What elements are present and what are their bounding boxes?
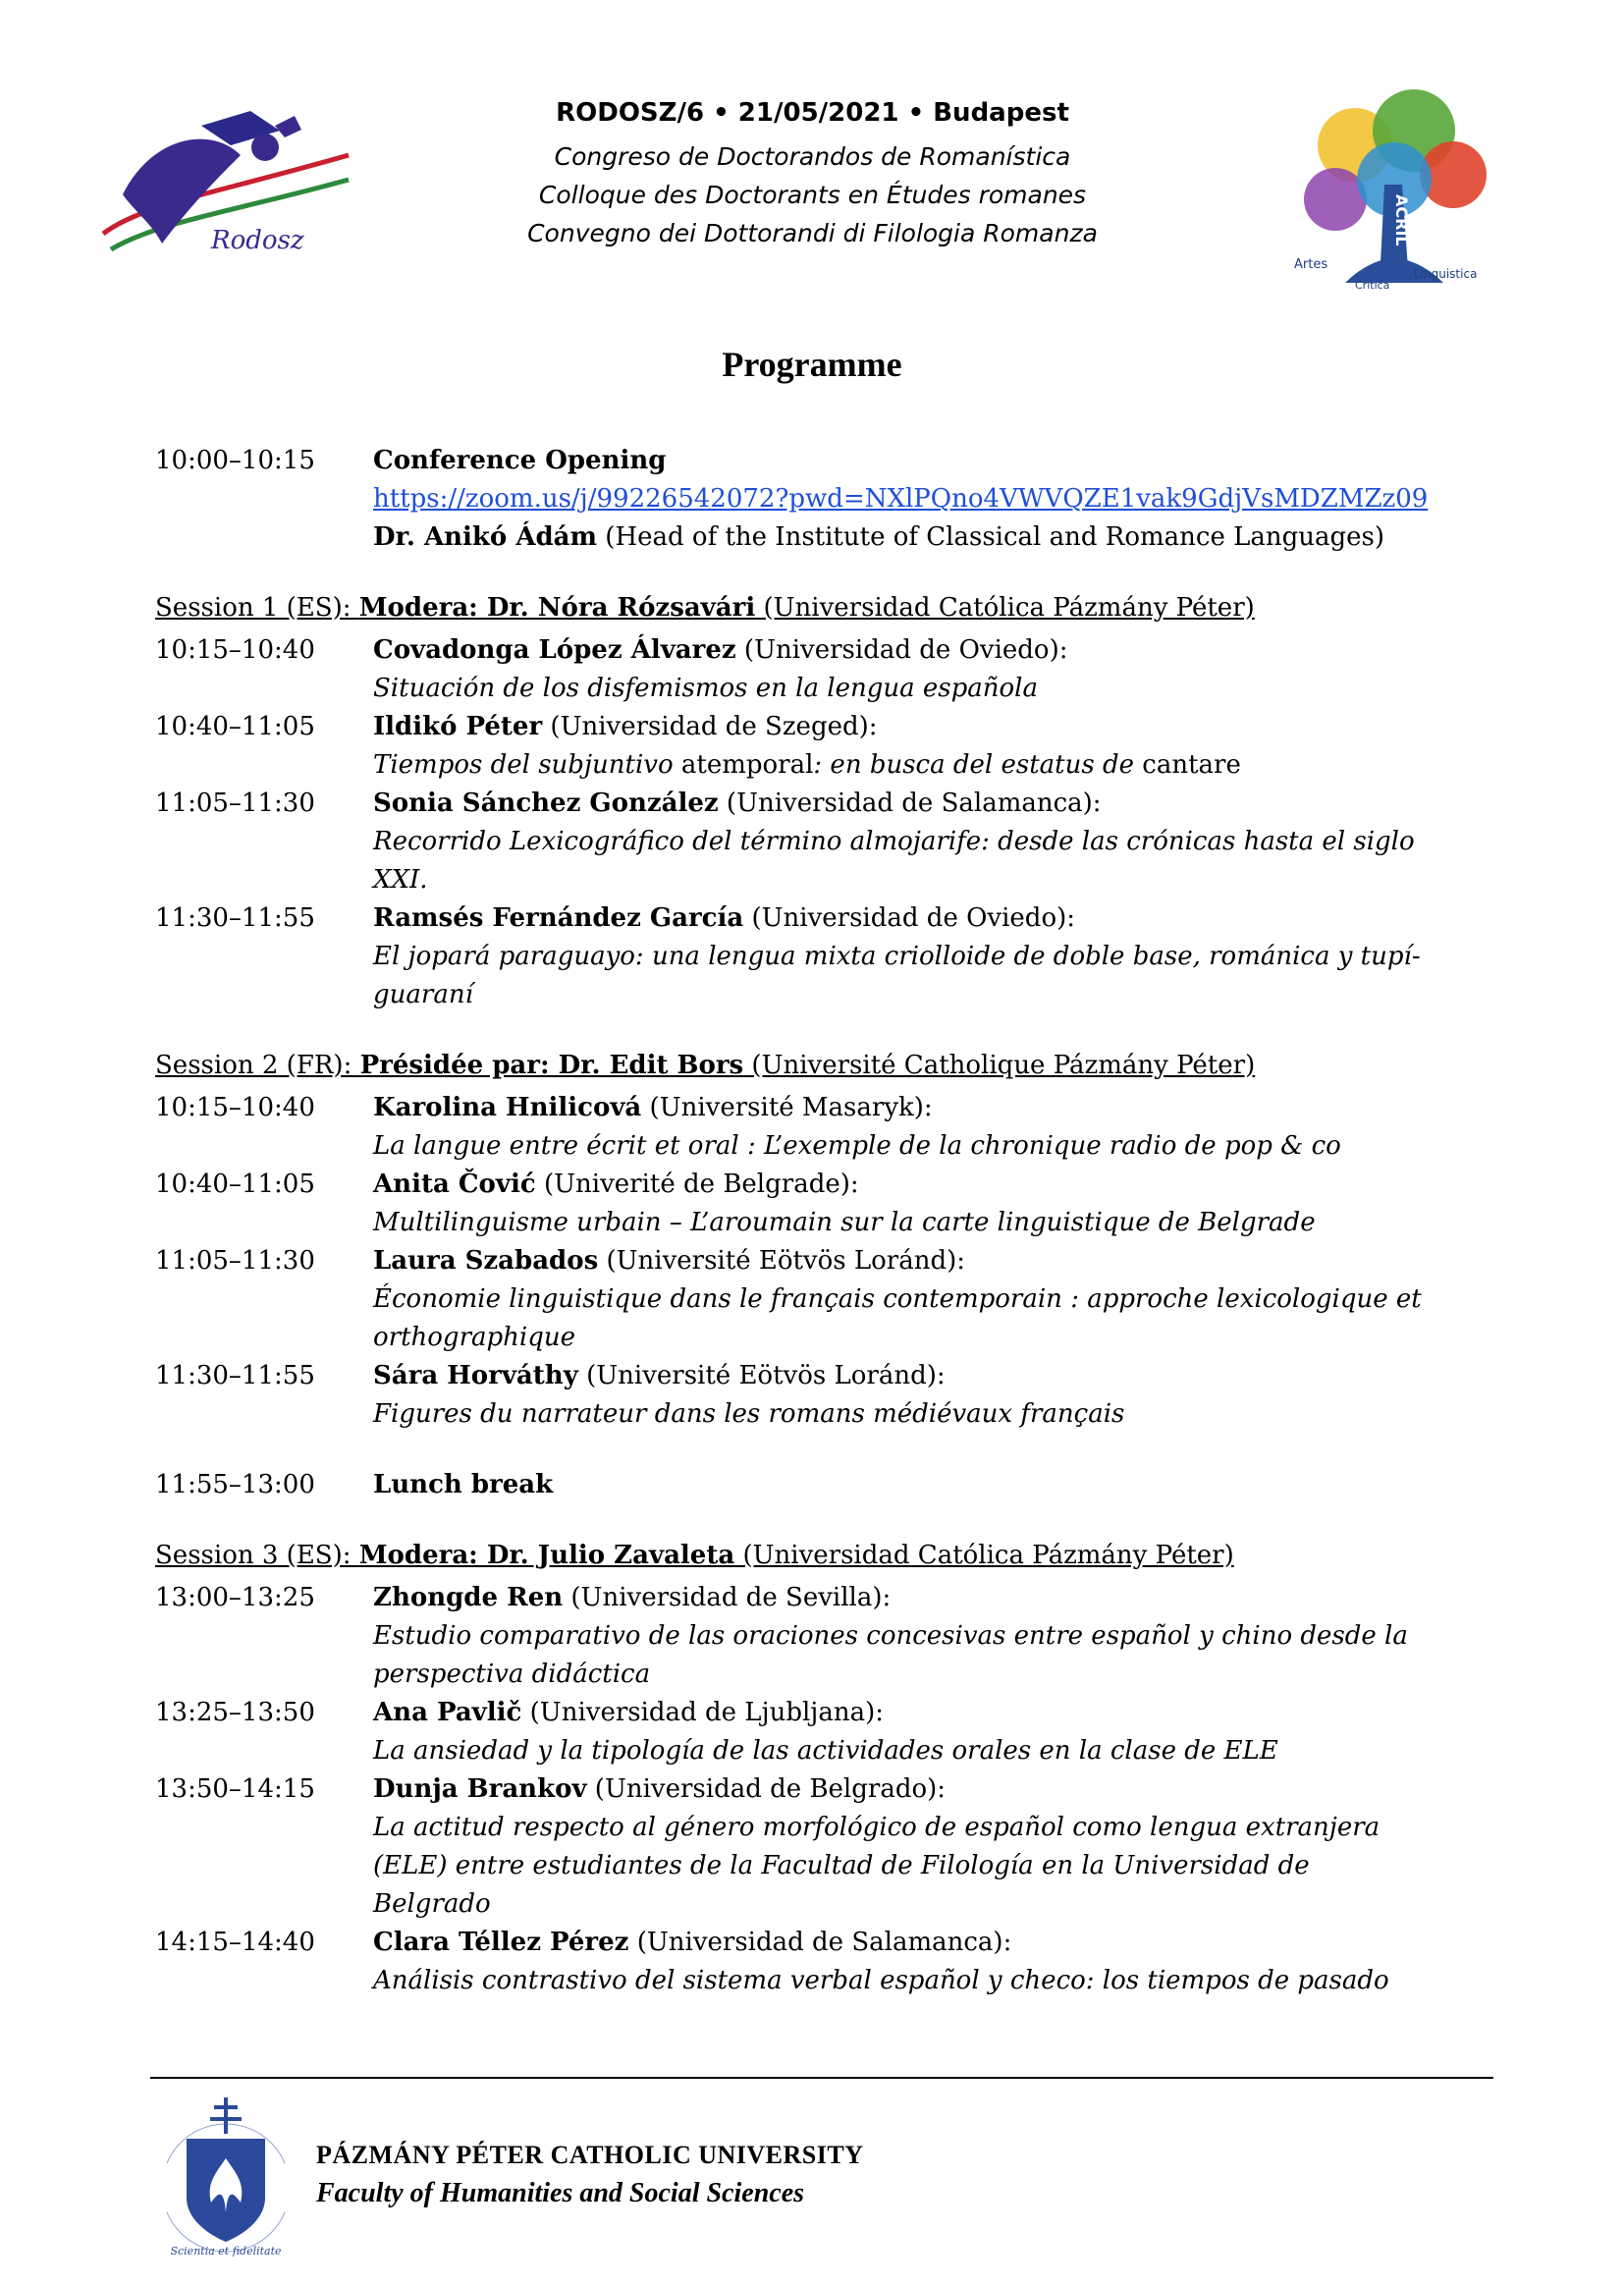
time: 10:40–11:05 [155, 1170, 315, 1199]
session-chair-affiliation: (Universidad Católica Pázmány Péter) [734, 1541, 1234, 1570]
subtitle-it: Convegno dei Dottorandi di Filologia Romanza [527, 219, 1098, 247]
talk-title-line: perspectiva didáctica [373, 1659, 651, 1689]
talk-row [155, 1357, 1490, 1434]
conference-title: RODOSZ/6 • 21/05/2021 • Budapest [556, 98, 1069, 128]
talk-title: La ansiedad y la tipología de las actividades orales en la clase de ELE [373, 1736, 1278, 1766]
affiliation: (Universidad de Belgrado): [586, 1774, 947, 1804]
opening-row [155, 442, 1490, 557]
acril-vertical-text: ACRIL [1392, 194, 1411, 246]
affiliation: (Universidad de Sevilla): [563, 1583, 892, 1612]
talk-row [155, 1694, 1490, 1770]
time: 11:30–11:55 [155, 1361, 315, 1390]
session-chair: Modera: Dr. Nóra Rózsavári [358, 593, 756, 623]
lunch-row [155, 1466, 1490, 1504]
talk-title: Situación de los disfemismos en la lengua española [373, 674, 1038, 703]
affiliation: (Universidad de Szeged): [542, 712, 878, 741]
lunch-label: Lunch break [373, 1470, 554, 1499]
talk-title: Figures du narrateur dans les romans médiévaux français [373, 1399, 1125, 1429]
speaker: Sonia Sánchez González [373, 789, 719, 818]
talk-title: Tiempos del subjuntivo atemporal: en busca del estatus de cantare [373, 750, 1241, 780]
talk-row [155, 1924, 1490, 2000]
time: 11:55–13:00 [155, 1470, 315, 1499]
time: 13:25–13:50 [155, 1698, 315, 1727]
speaker: Sára Horváthy [373, 1361, 578, 1390]
conference-header [373, 98, 1252, 252]
university-name: PÁZMÁNY PÉTER CATHOLIC UNIVERSITY [316, 2141, 864, 2169]
talk-title: Análisis contrastivo del sistema verbal español y checo: los tiempos de pasado [373, 1966, 1389, 1995]
session-chair-affiliation: (Universidad Católica Pázmány Péter) [755, 593, 1255, 623]
acril-critica: Critica [1355, 279, 1390, 292]
acril-logo [1286, 86, 1502, 302]
talk-title: Multilinguisme urbain – L’aroumain sur la carte linguistique de Belgrade [373, 1208, 1316, 1237]
talk-title: La langue entre écrit et oral : L’exemple de la chronique radio de pop & co [373, 1131, 1341, 1161]
affiliation: (Universidad de Salamanca): [718, 789, 1102, 818]
affiliation: (Université Eötvös Loránd): [577, 1361, 946, 1390]
session-3-heading [155, 1537, 1490, 1575]
session-1-heading [155, 589, 1490, 627]
time: 10:15–10:40 [155, 1093, 315, 1122]
time: 10:40–11:05 [155, 712, 315, 741]
footer-text [316, 2141, 864, 2209]
programme-title: Programme [722, 345, 902, 384]
rodosz-logo-text: Rodosz [211, 226, 304, 255]
faculty-name: Faculty of Humanities and Social Sciences [316, 2178, 805, 2208]
speaker: Ana Pavlič [373, 1698, 522, 1727]
talk-title-line: orthographique [373, 1323, 575, 1352]
talk-title-line: El jopará paraguayo: una lengua mixta criolloide de doble base, románica y tupí- [373, 942, 1421, 971]
affiliation: (Universidad de Oviedo): [743, 903, 1075, 933]
rodosz-logo [83, 86, 368, 263]
session-label: Session 2 (FR): [155, 1051, 360, 1080]
time: 11:05–11:30 [155, 789, 315, 818]
talk-title-line: XXI. [373, 865, 428, 895]
time: 10:00–10:15 [155, 446, 315, 475]
talk-row [155, 1166, 1490, 1242]
speaker: Anita Čović [373, 1170, 536, 1199]
subtitle-es: Congreso de Doctorandos de Romanística [554, 142, 1071, 171]
zoom-link[interactable]: https://zoom.us/j/99226542072?pwd=NXlPQno4VWVQZE1vak9GdjVsMDZMZz09 [373, 484, 1429, 514]
opening-speaker: Dr. Anikó Ádám [373, 522, 598, 552]
affiliation: (Universidad de Salamanca): [628, 1928, 1012, 1957]
speaker: Laura Szabados [373, 1246, 599, 1276]
talk-row [155, 1242, 1490, 1357]
speaker: Ramsés Fernández García [373, 903, 744, 933]
programme-list [155, 442, 1490, 2000]
talk-row [155, 708, 1490, 785]
session-chair: Modera: Dr. Julio Zavaleta [358, 1541, 735, 1570]
talk-title-line: Économie linguistique dans le français contemporain : approche lexicologique et [373, 1284, 1422, 1314]
speaker: Covadonga López Álvarez [373, 635, 736, 665]
opening-speaker-role: (Head of the Institute of Classical and Romance Languages) [597, 522, 1385, 552]
session-label: Session 1 (ES): [155, 593, 359, 623]
talk-title-line: Belgrado [373, 1889, 491, 1919]
affiliation: (Université Masaryk): [641, 1093, 933, 1122]
crest-motto: Scientia et fidelitate [170, 2245, 282, 2257]
talk-title-line: (ELE) entre estudiantes de la Facultad de Filología en la Universidad de [373, 1851, 1310, 1880]
acril-linguistica: Linguistica [1414, 267, 1478, 281]
talk-row [155, 1579, 1490, 1694]
affiliation: (Univerité de Belgrade): [535, 1170, 859, 1199]
talk-row [155, 899, 1490, 1014]
talk-row [155, 1770, 1490, 1924]
talk-title-line: guaraní [373, 980, 473, 1009]
affiliation: (Université Eötvös Loránd): [598, 1246, 966, 1276]
session-chair-affiliation: (Université Catholique Pázmány Péter) [743, 1051, 1256, 1080]
talk-row [155, 785, 1490, 899]
speaker: Dunja Brankov [373, 1774, 587, 1804]
affiliation: (Universidad de Oviedo): [735, 635, 1068, 665]
acril-artes: Artes [1294, 257, 1328, 272]
session-label: Session 3 (ES): [155, 1541, 359, 1570]
talk-row [155, 631, 1490, 708]
talk-title-line: Recorrido Lexicográfico del término almojarife: desde las crónicas hasta el siglo [373, 827, 1415, 856]
subtitle-fr: Colloque des Doctorants en Études romanes [538, 181, 1087, 209]
time: 11:30–11:55 [155, 903, 315, 933]
footer-rule [150, 2077, 1493, 2079]
time: 13:50–14:15 [155, 1774, 315, 1804]
talk-row [155, 1089, 1490, 1166]
time: 11:05–11:30 [155, 1246, 315, 1276]
time: 10:15–10:40 [155, 635, 315, 665]
affiliation: (Universidad de Ljubljana): [521, 1698, 885, 1727]
speaker: Clara Téllez Pérez [373, 1928, 629, 1957]
speaker: Ildikó Péter [373, 712, 543, 741]
talk-title-line: La actitud respecto al género morfológico de español como lengua extranjera [373, 1813, 1380, 1842]
opening-title: Conference Opening [373, 446, 667, 475]
session-chair: Présidée par: Dr. Edit Bors [359, 1051, 744, 1080]
university-crest-icon [167, 2090, 285, 2257]
speaker: Zhongde Ren [373, 1583, 564, 1612]
talk-title-line: Estudio comparativo de las oraciones concesivas entre español y chino desde la [373, 1621, 1408, 1651]
time: 13:00–13:25 [155, 1583, 315, 1612]
session-2-heading [155, 1047, 1490, 1085]
time: 14:15–14:40 [155, 1928, 315, 1957]
speaker: Karolina Hnilicová [373, 1093, 642, 1122]
